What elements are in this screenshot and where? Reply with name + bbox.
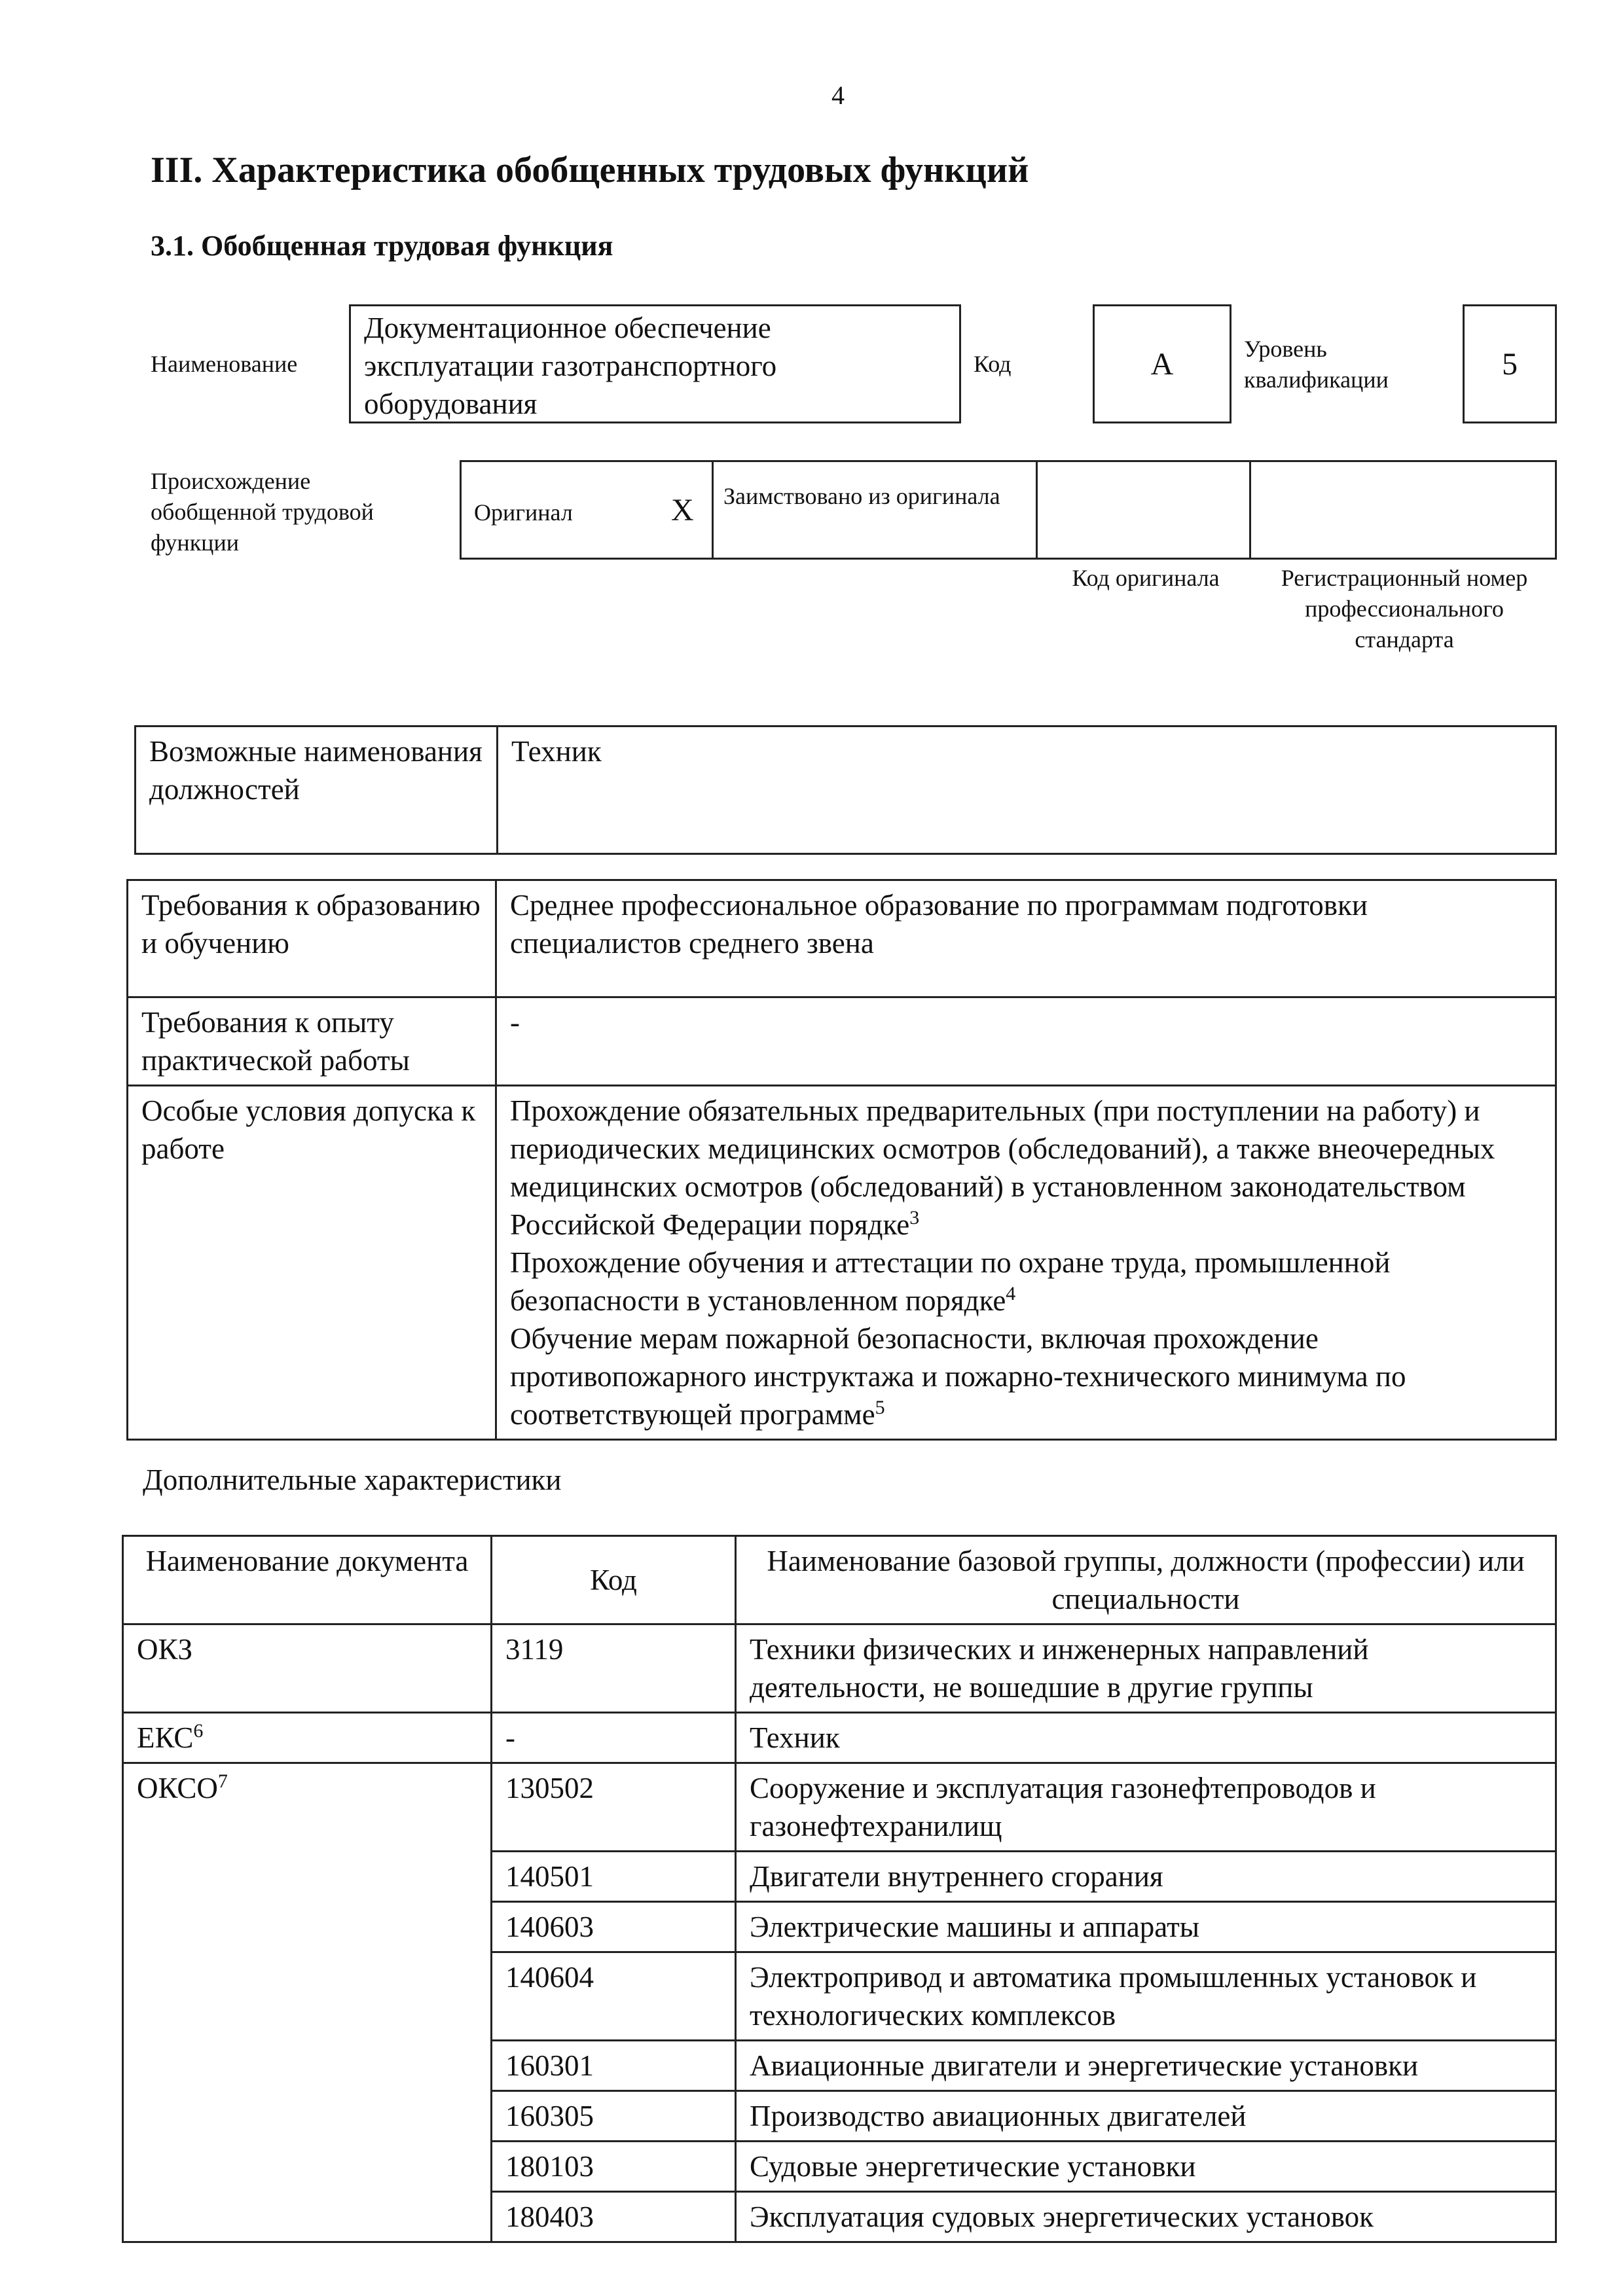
row-name: Судовые энергетические установки	[736, 2142, 1556, 2192]
row-doc: ЕКС	[137, 1721, 194, 1754]
gtf-level-label: Уровень квалификации	[1244, 336, 1389, 393]
row-code: 140604	[492, 1952, 736, 2041]
subsection-title: 3.1. Обобщенная трудовая функция	[151, 230, 613, 262]
table-row	[123, 1763, 1556, 1852]
reg-number-caption: Регистрационный номер профессионального стандарта	[1281, 565, 1528, 653]
header-name: Наименование базовой группы, должности (профессии) или специальности	[736, 1536, 1556, 1624]
row-doc: ОКСО	[137, 1772, 218, 1804]
footnote-ref: 6	[193, 1720, 204, 1742]
footnote-ref: 3	[909, 1207, 920, 1229]
origin-label: Происхождение обобщенной трудовой функции	[151, 468, 374, 556]
row-code: 160301	[492, 2041, 736, 2091]
row-name: Электрические машины и аппараты	[736, 1902, 1556, 1952]
footnote-ref: 7	[217, 1770, 228, 1792]
additional-table	[122, 1535, 1557, 2243]
row-code: 140603	[492, 1902, 736, 1952]
requirement-row	[128, 880, 1556, 997]
row-code: 180103	[492, 2142, 736, 2192]
gtf-level-box	[1463, 304, 1557, 423]
row-name: Техник	[736, 1713, 1556, 1763]
gtf-name-box	[349, 304, 961, 423]
page-number: 4	[831, 81, 845, 110]
requirement-line: Обучение мерам пожарной безопасности, включая прохождение противопожарного инструктажа и пожарно-технического минимума по соответствующей программе	[510, 1322, 1406, 1431]
additional-title: Дополнительные характеристики	[143, 1463, 562, 1496]
gtf-level-value: 5	[1502, 346, 1518, 382]
header-document: Наименование документа	[123, 1536, 492, 1624]
row-name: Сооружение и эксплуатация газонефтепроводов и газонефтехранилищ	[736, 1763, 1556, 1852]
gtf-code-box	[1093, 304, 1231, 423]
requirements-table	[126, 879, 1557, 1441]
row-code: 180403	[492, 2192, 736, 2242]
requirement-line: Прохождение обязательных предварительных (при поступлении на работу) и периодических медицинских осмотров (обследований), а также внеочередных медицинских осмотров (обследований) в установленном законодательством Российской Федерации порядке	[510, 1094, 1495, 1241]
requirement-value: Среднее профессиональное образование по программам подготовки специалистов среднего звена	[496, 880, 1556, 997]
requirement-label: Особые условия допуска к работе	[128, 1086, 496, 1440]
gtf-name-value: Документационное обеспечение эксплуатации газотранспортного оборудования	[364, 312, 777, 420]
footnote-ref: 4	[1006, 1283, 1016, 1304]
origin-borrowed-label: Заимствовано из оригинала	[723, 483, 1000, 509]
positions-table	[134, 725, 1557, 855]
row-name: Двигатели внутреннего сгорания	[736, 1852, 1556, 1902]
row-doc: ОКЗ	[137, 1633, 193, 1666]
requirement-row	[128, 997, 1556, 1086]
row-code: 140501	[492, 1852, 736, 1902]
row-code: 160305	[492, 2091, 736, 2142]
table-row	[123, 1624, 1556, 1713]
row-code: 130502	[492, 1763, 736, 1852]
requirement-line: Прохождение обучения и аттестации по охране труда, промышленной безопасности в установленном порядке	[510, 1246, 1391, 1317]
row-name: Производство авиационных двигателей	[736, 2091, 1556, 2142]
requirement-row	[128, 1086, 1556, 1440]
positions-value: Техник	[498, 726, 1556, 854]
table-row	[123, 1713, 1556, 1763]
row-code: 3119	[492, 1624, 736, 1713]
requirement-value: -	[496, 997, 1556, 1086]
row-name: Авиационные двигатели и энергетические установки	[736, 2041, 1556, 2091]
gtf-code-value: А	[1150, 346, 1174, 382]
row-code: -	[492, 1713, 736, 1763]
section-title: III. Характеристика обобщенных трудовых функций	[151, 150, 1029, 190]
requirement-value	[496, 1086, 1556, 1440]
row-name: Электропривод и автоматика промышленных установок и технологических комплексов	[736, 1952, 1556, 2041]
row-name: Техники физических и инженерных направлений деятельности, не вошедшие в другие группы	[736, 1624, 1556, 1713]
code-original-caption: Код оригинала	[1072, 565, 1220, 591]
footnote-ref: 5	[875, 1397, 885, 1418]
positions-label: Возможные наименования должностей	[136, 726, 498, 854]
header-code: Код	[492, 1536, 736, 1624]
origin-original-label: Оригинал	[474, 499, 573, 526]
gtf-code-label: Код	[974, 351, 1012, 377]
table-header-row	[123, 1536, 1556, 1624]
requirement-label: Требования к образованию и обучению	[128, 880, 496, 997]
gtf-name-label: Наименование	[151, 351, 298, 377]
origin-original-mark: X	[671, 493, 694, 528]
requirement-label: Требования к опыту практической работы	[128, 997, 496, 1086]
row-name: Эксплуатация судовых энергетических установок	[736, 2192, 1556, 2242]
